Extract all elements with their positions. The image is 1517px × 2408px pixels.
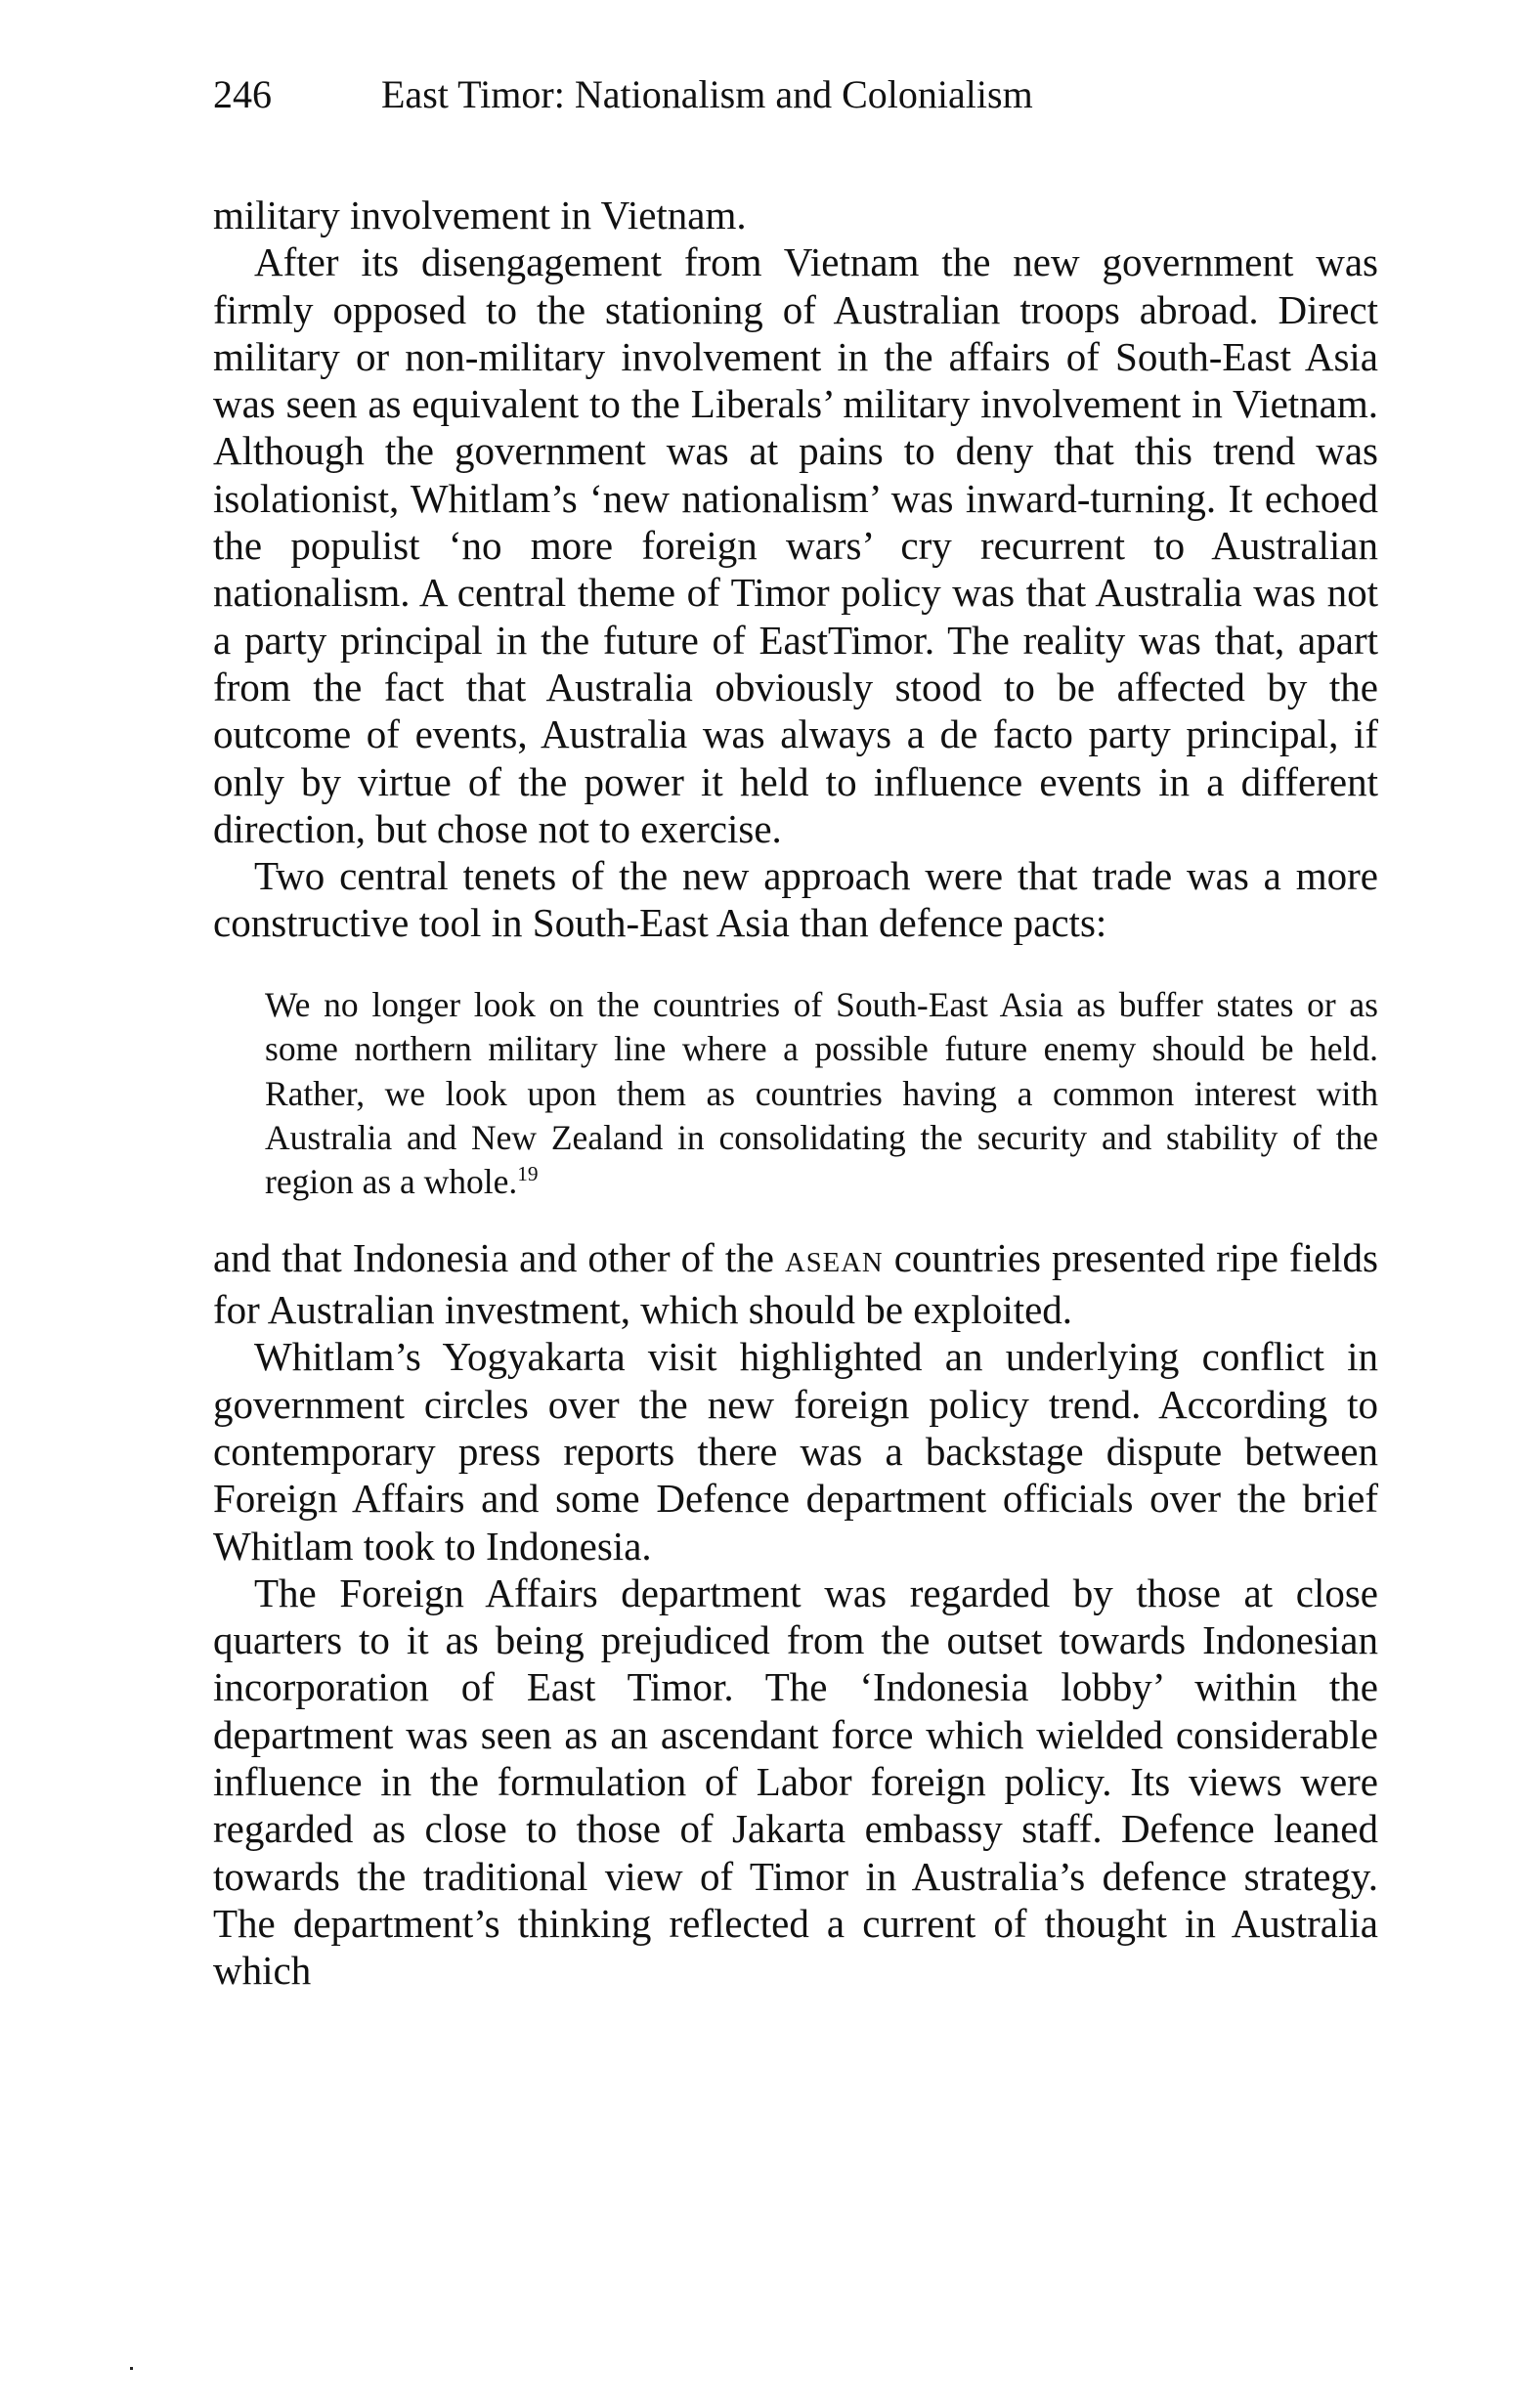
running-title: East Timor: Nationalism and Colonialism: [381, 72, 1033, 116]
text-run: and that Indonesia and other of the: [213, 1234, 774, 1280]
running-header: [213, 70, 1033, 119]
quote-text: We no longer look on the countries of South-East Asia as buffer states or as some northern military line where a possible future enemy should be held. Rather, we look upon them as countries having a common interest with Australia and New Zealand in consolidating the security and stability of the region as a whole.: [265, 984, 1378, 1202]
scan-speck: [130, 2367, 133, 2370]
text-run: countries presented ripe fields for Australian investment, which should be exploited.: [213, 1234, 1379, 1333]
page-number: 246: [213, 72, 272, 116]
paragraph: Whitlam’s Yogyakarta visit highlighted an underlying conflict in government circles over the new foreign policy trend. According to contemporary press reports there was a backstage dispute between Foreign Affairs and some Defence department officials over the brief Whitlam took to Indonesia.: [213, 1334, 1378, 1569]
paragraph-continued: military involvement in Vietnam.: [213, 193, 747, 237]
paragraph: Two central tenets of the new approach were that trade was a more constructive tool in South-East Asia than defence pacts:: [213, 853, 1378, 946]
block-quote: [265, 983, 1378, 1205]
footnote-marker: 19: [517, 1162, 539, 1186]
paragraph-after-quote: [213, 1234, 1378, 1334]
body-text: [213, 192, 1378, 1995]
paragraph: After its disengagement from Vietnam the new government was firmly opposed to the stationing of Australian troops abroad. Direct military or non-military involvement in the affairs of South-East Asia was seen as equivalent to the Liberals’ military involvement in Vietnam. Although the government was at pains to deny that this trend was isolationist, Whitlam’s ‘new nationalism’ was inward-turning. It echoed the populist ‘no more foreign wars’ cry recurrent to Australian nationalism. A central theme of Timor policy was that Australia was not a party principal in the future of EastTimor. The reality was that, apart from the fact that Australia obviously stood to be affected by the outcome of events, Australia was always a de facto party principal, if only by virtue of the power it held to influence events in a different direction, but chose not to exercise.: [213, 239, 1378, 851]
acronym-asean: ASEAN: [785, 1246, 884, 1278]
paragraph: The Foreign Affairs department was regarded by those at close quarters to it as being prejudiced from the outset towards Indonesian incorporation of East Timor. The ‘Indonesia lobby’ within the department was seen as an ascendant force which wielded considerable influence in the formulation of Labor foreign policy. Its views were regarded as close to those of Jakarta embassy staff. Defence leaned towards the traditional view of Timor in Australia’s defence strategy. The department’s thinking reflected a current of thought in Australia which: [213, 1570, 1378, 1994]
